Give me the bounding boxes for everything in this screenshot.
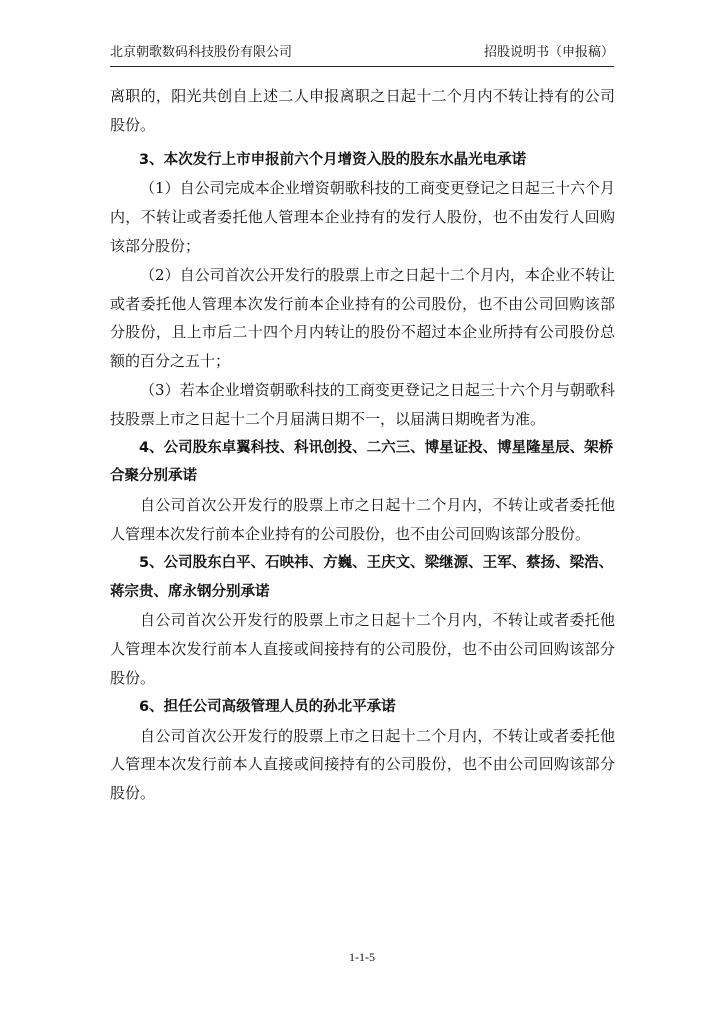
paragraph-continuation: 离职的，阳光共创自上述二人申报离职之日起十二个月内不转让持有的公司股份。: [110, 87, 615, 134]
header-company-name: 北京朝歌数码科技股份有限公司: [110, 45, 293, 60]
section-heading-5: 5、公司股东白平、石映祎、方巍、王庆文、梁继源、王军、蔡扬、梁浩、蒋宗贵、席永钢分别承诺: [110, 554, 614, 600]
page-number: 1-1-5: [349, 950, 375, 964]
paragraph-3-1: （1）自公司完成本企业增资朝歌科技的工商变更登记之日起三十六个月内，不转让或者委托他人管理本企业持有的发行人股份，也不由发行人回购该部分股份；: [110, 179, 615, 255]
paragraph-5: 自公司首次公开发行的股票上市之日起十二个月内，不转让或者委托他人管理本次发行前本人直接或间接持有的公司股份，也不由公司回购该部分股份。: [110, 611, 615, 687]
document-body: [110, 82, 615, 808]
section-heading-3: 3、本次发行上市申报前六个月增资入股的股东水晶光电承诺: [139, 151, 527, 168]
section-heading-4: 4、公司股东卓翼科技、科讯创投、二六三、博星证投、博星隆星辰、架桥合聚分别承诺: [110, 439, 614, 485]
section-heading-6: 6、担任公司高级管理人员的孙北平承诺: [139, 698, 396, 715]
paragraph-3-2: （2）自公司首次公开发行的股票上市之日起十二个月内，本企业不转让或者委托他人管理本次发行前本企业持有的公司股份，也不由公司回购该部分股份，且上市后二十四个月内转让的股份不超过本企业所持有公司股份总额的百分之五十；: [110, 265, 615, 371]
page-header: [110, 44, 614, 67]
header-document-title: 招股说明书（申报稿）: [483, 45, 614, 60]
paragraph-6: 自公司首次公开发行的股票上市之日起十二个月内，不转让或者委托他人管理本次发行前本人直接或间接持有的公司股份，也不由公司回购该部分股份。: [110, 726, 615, 803]
paragraph-3-3: （3）若本企业增资朝歌科技的工商变更登记之日起三十六个月与朝歌科技股票上市之日起十二个月届满日期不一，以届满日期晚者为准。: [110, 380, 615, 428]
paragraph-4: 自公司首次公开发行的股票上市之日起十二个月内，不转让或者委托他人管理本次发行前本企业持有的公司股份，也不由公司回购该部分股份。: [110, 496, 615, 543]
